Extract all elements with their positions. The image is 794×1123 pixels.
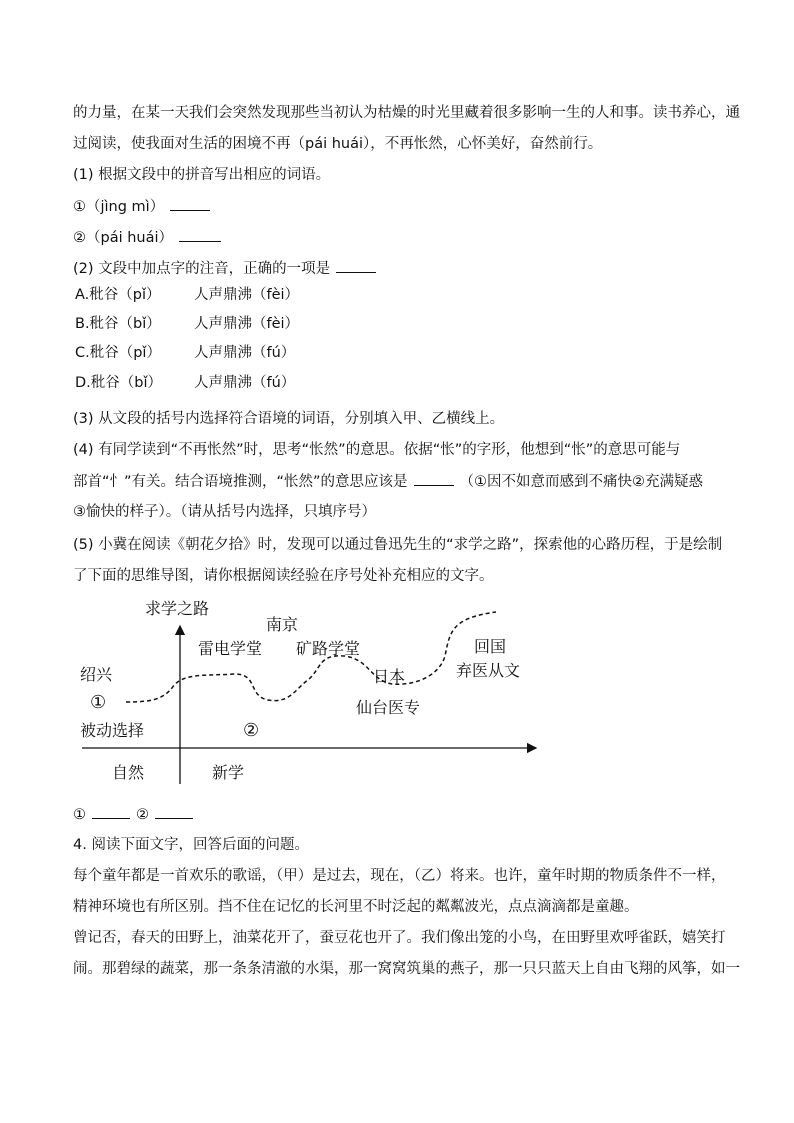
passage-2-line-1: 每个童年都是一首欢乐的歌谣，（甲）是过去，现在，（乙）将来。也许，童年时期的物质条件不一样， [73,868,726,884]
answer-label-2: ② [136,807,149,823]
question-3: (3) 从文段的括号内选择符合语境的词语，分别填入甲、乙横线上。 [73,411,505,427]
label-xinxue: 新学 [212,763,245,782]
question-4-choices: （①因不如意而感到不痛快②充满疑惑 [459,474,704,490]
label-beidong: 被动选择 [80,721,145,740]
passage-line-2: 过阅读，使我面对生活的困境不再（pái huái），不再怅然，心怀美好，奋然前行。 [73,136,603,152]
label-leidian: 雷电学堂 [198,639,263,658]
label-riben: 日本 [373,667,406,686]
option-d-right: 人声鼎沸（fú） [194,375,296,391]
question-4-line-2 [73,471,703,492]
answer-blank[interactable] [92,804,130,819]
option-b-left: B.秕谷（bǐ） [75,316,161,332]
question-1-a-text: ①（jìng mì） [73,199,165,215]
label-huiguo: 回国 [474,637,507,656]
question-5-answers [73,804,193,825]
answer-blank[interactable] [336,258,376,273]
answer-blank[interactable] [155,804,193,819]
label-shaoxing: 绍兴 [80,665,113,684]
label-ziran: 自然 [112,763,145,782]
question-4-line-3: ③愉快的样子）。（请从括号内选择，只填序号） [73,504,376,520]
option-a-right: 人声鼎沸（fèi） [194,287,300,303]
label-circle-2: ② [243,720,260,741]
answer-blank[interactable] [170,196,210,211]
question-4-line-1: (4) 有同学读到“不再怅然”时，思考“怅然”的意思。依据“怅”的字形，他想到“怅”的意思可能与 [73,442,681,458]
question-4-line-2-text: 部首“忄”有关。结合语境推测，“怅然”的意思应该是 [73,474,408,490]
y-axis-label: 求学之路 [145,599,210,618]
option-d-left: D.秕谷（bǐ） [75,375,163,391]
option-c-right: 人声鼎沸（fú） [194,345,296,361]
label-circle-1: ① [90,692,107,713]
question-2-text: (2) 文段中加点字的注音，正确的一项是 [73,261,331,277]
option-b-right: 人声鼎沸（fèi） [194,316,300,332]
passage-2-line-2: 精神环境也有所区别。挡不住在记忆的长河里不时泛起的粼粼波光，点点滴滴都是童趣。 [73,899,639,915]
question-5-line-1: (5) 小冀在阅读《朝花夕拾》时，发现可以通过鲁迅先生的“求学之路”，探索他的心路历程，于是绘制 [73,537,723,553]
question-1-a [73,196,210,217]
passage-2-line-4: 闹。那碧绿的蔬菜，那一条条清澈的水渠，那一窝窝筑巢的燕子，那一只只蓝天上自由飞翔的风筝，如一 [73,961,740,977]
label-nanjing: 南京 [266,615,299,634]
answer-label-1: ① [73,807,86,823]
question-1: (1) 根据文段中的拼音写出相应的词语。 [73,167,331,183]
label-qiyi: 弃医从文 [456,661,521,680]
question-1-b [73,227,221,248]
question-1-b-text: ②（pái huái） [73,230,174,246]
answer-blank[interactable] [414,471,454,486]
section-4-heading: 4. 阅读下面文字，回答后面的问题。 [73,837,309,853]
mind-map-diagram [0,596,794,801]
label-kuanglu: 矿路学堂 [296,639,361,658]
passage-line-1: 的力量，在某一天我们会突然发现那些当初认为枯燥的时光里藏着很多影响一生的人和事。读书养心，通 [73,105,740,121]
option-a-left: A.秕谷（pǐ） [75,287,161,303]
question-5-line-2: 了下面的思维导图，请你根据阅读经验在序号处补充相应的文字。 [73,568,494,584]
passage-2-line-3: 曾记否，春天的田野上，油菜花开了，蚕豆花也开了。我们像出笼的小鸟，在田野里欢呼雀跃，嬉笑打 [73,930,726,946]
question-2 [73,258,376,279]
answer-blank[interactable] [179,227,221,242]
label-xiantai: 仙台医专 [356,698,421,717]
option-c-left: C.秕谷（pǐ） [75,345,161,361]
